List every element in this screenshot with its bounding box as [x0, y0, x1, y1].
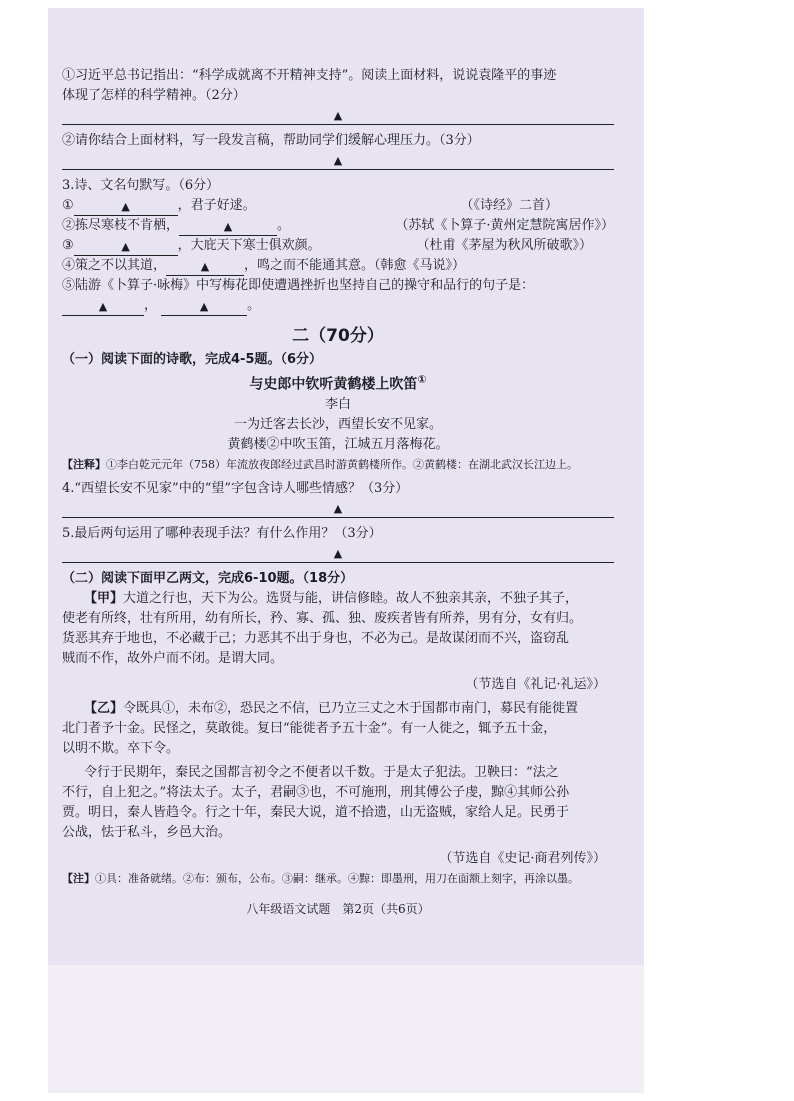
q3-item3-post: ，大庇天下寒士俱欢颜。 [177, 238, 321, 253]
yi-line4: 令行于民期年，秦民之国都言初令之不便者以千数。于是太子犯法。卫鞅曰：“法之 [84, 764, 559, 780]
part1-header: （一）阅读下面的诗歌，完成4-5题。（6分） [62, 352, 323, 367]
q5-answer-line[interactable] [62, 544, 614, 563]
q5-prompt: 5.最后两句运用了哪种表现手法？有什么作用？（3分） [62, 525, 382, 541]
q3-item2-post: 。 [277, 218, 291, 233]
blank-marker: ▲ [199, 300, 209, 313]
q3-item3-pre: ③ [62, 238, 74, 253]
q4-answer-line[interactable] [62, 499, 614, 518]
q3-item1-source: （《诗经》二首） [460, 198, 558, 213]
paper-bottom [48, 965, 644, 1093]
poem-title-text: 与史郎中钦听黄鹤楼上吹笛 [249, 376, 418, 393]
yi-line3: 以明不欺。卒下令。 [62, 740, 180, 756]
q1-prompt-line2: 体现了怎样的科学精神。（2分） [62, 88, 246, 103]
page-footer: 八年级语文试题 第2页（共6页） [246, 901, 430, 916]
yi-source: （节选自《史记·商君列传》） [439, 850, 606, 866]
jia-source: （节选自《礼记·礼运》） [465, 676, 606, 692]
q3-item2-blank[interactable] [179, 219, 277, 236]
poem-line2: 黄鹤楼②中吹玉笛，江城五月落梅花。 [227, 436, 449, 452]
blank-marker: ▲ [121, 240, 130, 253]
poem-author: 李白 [324, 396, 351, 412]
poem-title-note-mark: ① [417, 373, 427, 386]
yi-line2: 北门者予十金。民怪之，莫敢徙。复曰“能徙者予五十金”。有一人徙之，辄予五十金， [62, 720, 557, 736]
yi-line6: 贾。明日，秦人皆趋令。行之十年，秦民大说，道不拾遗，山无盗贼，家给人足。民勇于 [62, 804, 570, 820]
q3-item5-blank2[interactable] [161, 299, 247, 316]
q3-item4-blank[interactable] [166, 259, 244, 276]
q3-item5-line2 [62, 296, 614, 316]
q3-item3-source: （杜甫《茅屋为秋风所破歌》） [416, 238, 592, 253]
section-2-title: 二（70分） [292, 326, 384, 346]
q3-item2-pre: ②拣尽寒枝不肯栖， [62, 218, 180, 233]
q3-header: 3.诗、文名句默写。（6分） [62, 178, 220, 193]
q3-item5-blank1[interactable] [62, 299, 144, 316]
q3-item4-pre: ④策之不以其道， [62, 258, 167, 273]
q3-item5-end: 。 [247, 298, 261, 313]
blank-marker: ▲ [121, 200, 130, 213]
yi-note-label: 【注】 [62, 871, 95, 885]
jia-line3: 货恶其弃于地也，不必藏于己；力恶其不出于身也，不必为己。是故谋闭而不兴，盗窃乱 [62, 630, 570, 646]
part2-header: （二）阅读下面甲乙两文，完成6-10题。（18分） [62, 570, 354, 586]
q3-item1 [62, 196, 614, 216]
blank-marker: ▲ [200, 260, 210, 273]
q2-answer-line[interactable] [62, 151, 614, 170]
q2-prompt: ②请你结合上面材料，写一段发言稿，帮助同学们缓解心理压力。（3分） [62, 133, 480, 148]
yi-text-a: 令既具①，未布②，恐民之不信，已乃立三丈之木于国都市南门，募民有能徙置 [123, 700, 579, 716]
poem-note [62, 455, 614, 475]
yi-note-text: ①具：准备就绪。②布：颁布，公布。③嗣：继承。④黥：即墨刑，用刀在面额上刻字，再涂以墨。 [95, 871, 579, 885]
q3-item4 [62, 256, 614, 276]
yi-label: 【乙】 [84, 700, 124, 716]
q1-answer-line[interactable] [62, 106, 614, 125]
q3-item1-pre: ① [62, 198, 74, 213]
jia-line4: 贼而不作，故外户而不闭。是谓大同。 [62, 650, 284, 666]
exam-content [62, 66, 614, 919]
q4-prompt: 4.“西望长安不见家”中的“望”字包含诗人哪些情感？（3分） [62, 480, 409, 496]
q3-item3 [62, 236, 614, 256]
poem-title [62, 370, 614, 395]
blank-marker: ▲ [333, 501, 343, 515]
blank-marker: ▲ [333, 109, 343, 122]
q3-item4-post: ，鸣之而不能通其意。（韩愈《马说》） [244, 258, 466, 273]
yi-note [62, 869, 614, 889]
q3-item2-source: （苏轼《卜算子·黄州定慧院寓居作》） [395, 218, 614, 233]
q3-item5-sep: ， [144, 298, 158, 313]
blank-marker: ▲ [223, 220, 233, 233]
yi-line7: 公战，怯于私斗，乡邑大治。 [62, 824, 232, 840]
poem-line1: 一为迁客去长沙，西望长安不见家。 [233, 416, 442, 432]
jia-text-a: 大道之行也，天下为公。选贤与能，讲信修睦。故人不独亲其亲，不独子其子， [123, 590, 579, 606]
q3-item2 [62, 216, 614, 236]
jia-line1 [62, 589, 614, 609]
poem-note-label: 【注释】 [62, 457, 106, 471]
q3-item1-blank[interactable] [74, 199, 178, 216]
jia-line2: 使老有所终，壮有所用，幼有所长，矜、寡、孤、独、废疾者皆有所养，男有分，女有归。 [62, 610, 583, 626]
q3-item5-line1: ⑤陆游《卜算子·咏梅》中写梅花即使遭遇挫折也坚持自己的操守和品行的句子是： [62, 278, 535, 293]
yi-line5: 不行，自上犯之。”将法太子。太子，君嗣③也，不可施刑，刑其傅公子虔，黥④其师公孙 [62, 784, 570, 800]
poem-note-text: ①李白乾元元年（758）年流放夜郎经过武昌时游黄鹤楼所作。②黄鹤楼：在湖北武汉长江边上。 [106, 457, 578, 471]
yi-line1 [62, 699, 614, 719]
q1-prompt-line1: ①习近平总书记指出：“科学成就离不开精神支持”。阅读上面材料，说说袁隆平的事迹 [62, 68, 557, 83]
blank-marker: ▲ [98, 300, 108, 313]
q3-item1-post: ，君子好逑。 [177, 198, 256, 213]
blank-marker: ▲ [333, 546, 343, 560]
q3-item3-blank[interactable] [74, 239, 178, 256]
blank-marker: ▲ [333, 154, 343, 167]
jia-label: 【甲】 [84, 590, 124, 606]
